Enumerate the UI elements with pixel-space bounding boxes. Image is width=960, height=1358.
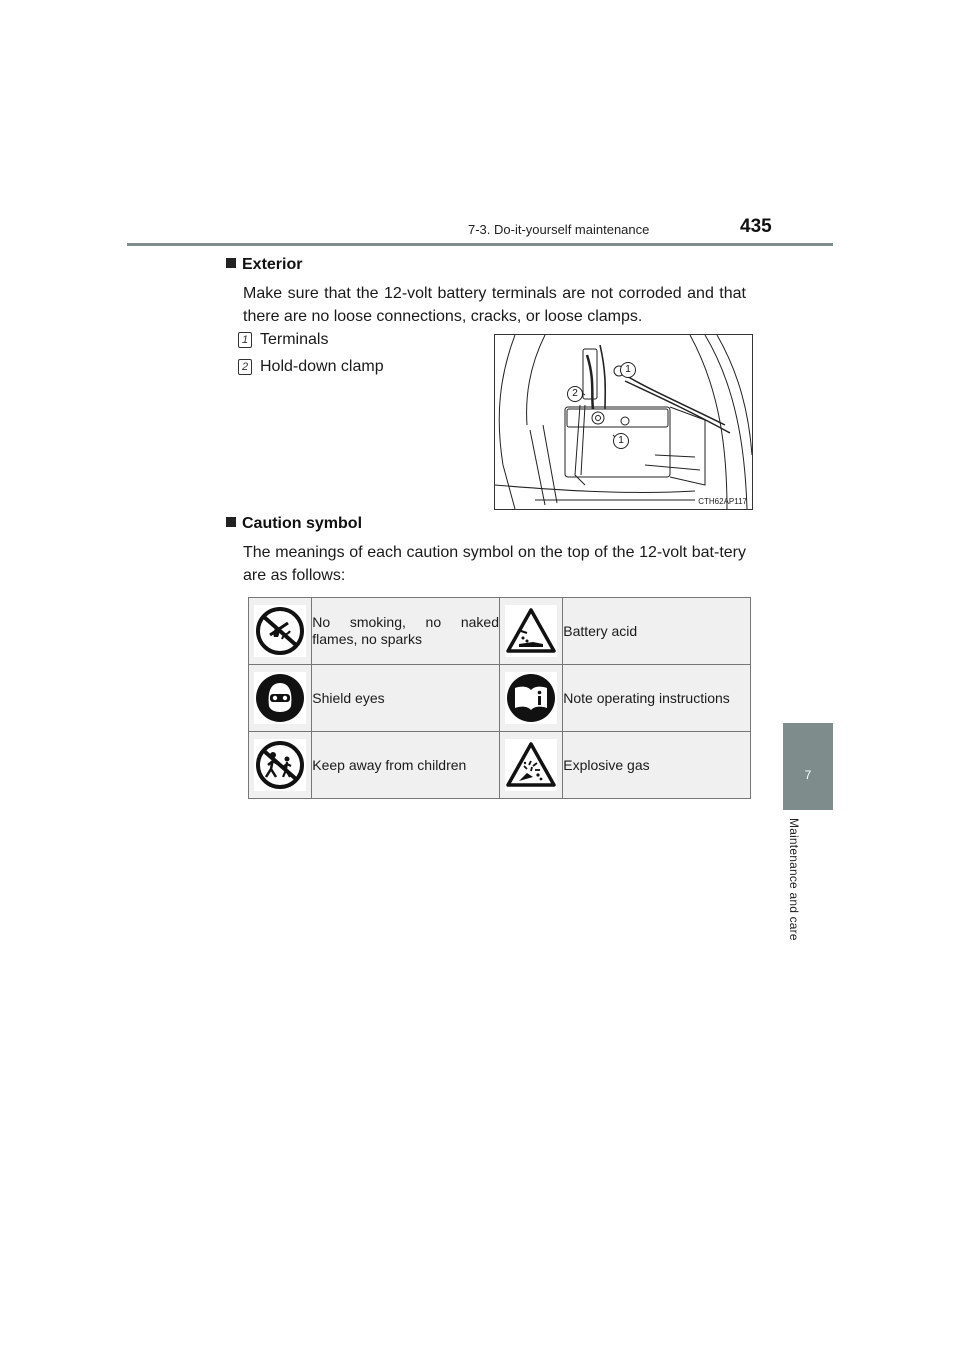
table-cell: Note operating instructions <box>563 665 751 732</box>
battery-acid-icon <box>505 605 557 657</box>
chapter-number: 7 <box>804 768 812 782</box>
exterior-heading-text: Exterior <box>242 256 303 273</box>
legend-label: Terminals <box>260 331 329 348</box>
no-smoking-icon <box>254 605 306 657</box>
legend-item-hold-down-clamp <box>238 358 384 376</box>
legend-number: 1 <box>238 332 252 348</box>
figure-callout-terminal-top: 1 <box>620 362 636 378</box>
bullet-square-icon <box>226 258 236 268</box>
table-cell: Explosive gas <box>563 732 751 799</box>
chapter-label: Maintenance and care <box>787 818 801 941</box>
legend-item-terminals <box>238 331 328 349</box>
caution-body: The meanings of each caution symbol on the top of the 12-volt bat-tery are as follows: <box>243 544 746 584</box>
table-row <box>249 732 751 799</box>
keep-away-children-icon <box>254 739 306 791</box>
table-cell: Shield eyes <box>312 665 500 732</box>
figure-callout-hold-down-clamp: 2 <box>567 386 583 402</box>
table-cell: Keep away from children <box>312 732 500 799</box>
table-cell <box>249 598 312 665</box>
table-cell <box>499 598 562 665</box>
figure-callout-terminal-bottom: 1 <box>613 433 629 449</box>
table-cell: No smoking, no naked flames, no sparks <box>312 598 500 665</box>
page-number: 435 <box>740 216 772 237</box>
table-row <box>249 665 751 732</box>
table-cell <box>499 732 562 799</box>
table-cell: Battery acid <box>563 598 751 665</box>
figure-code: CTH62AP117 <box>698 497 747 506</box>
chapter-tab <box>783 723 833 810</box>
legend-label: Hold-down clamp <box>260 358 384 375</box>
exterior-body: Make sure that the 12-volt battery terminals are not corroded and that there are no loose connections, cracks, or loose clamps. <box>243 285 746 325</box>
section-title: 7-3. Do-it-yourself maintenance <box>468 222 650 237</box>
table-cell <box>249 732 312 799</box>
caution-heading-text: Caution symbol <box>242 515 363 532</box>
bullet-square-icon <box>226 517 236 527</box>
explosive-gas-icon <box>505 739 557 791</box>
table-cell <box>499 665 562 732</box>
operating-instructions-icon <box>505 672 557 724</box>
table-row <box>249 598 751 665</box>
caution-symbol-table <box>248 597 751 799</box>
shield-eyes-icon <box>254 672 306 724</box>
battery-figure <box>494 334 753 510</box>
table-cell <box>249 665 312 732</box>
header-rule <box>127 243 833 246</box>
exterior-heading <box>226 256 302 274</box>
legend-number: 2 <box>238 359 252 375</box>
battery-illustration <box>495 335 752 509</box>
caution-heading <box>226 515 362 533</box>
